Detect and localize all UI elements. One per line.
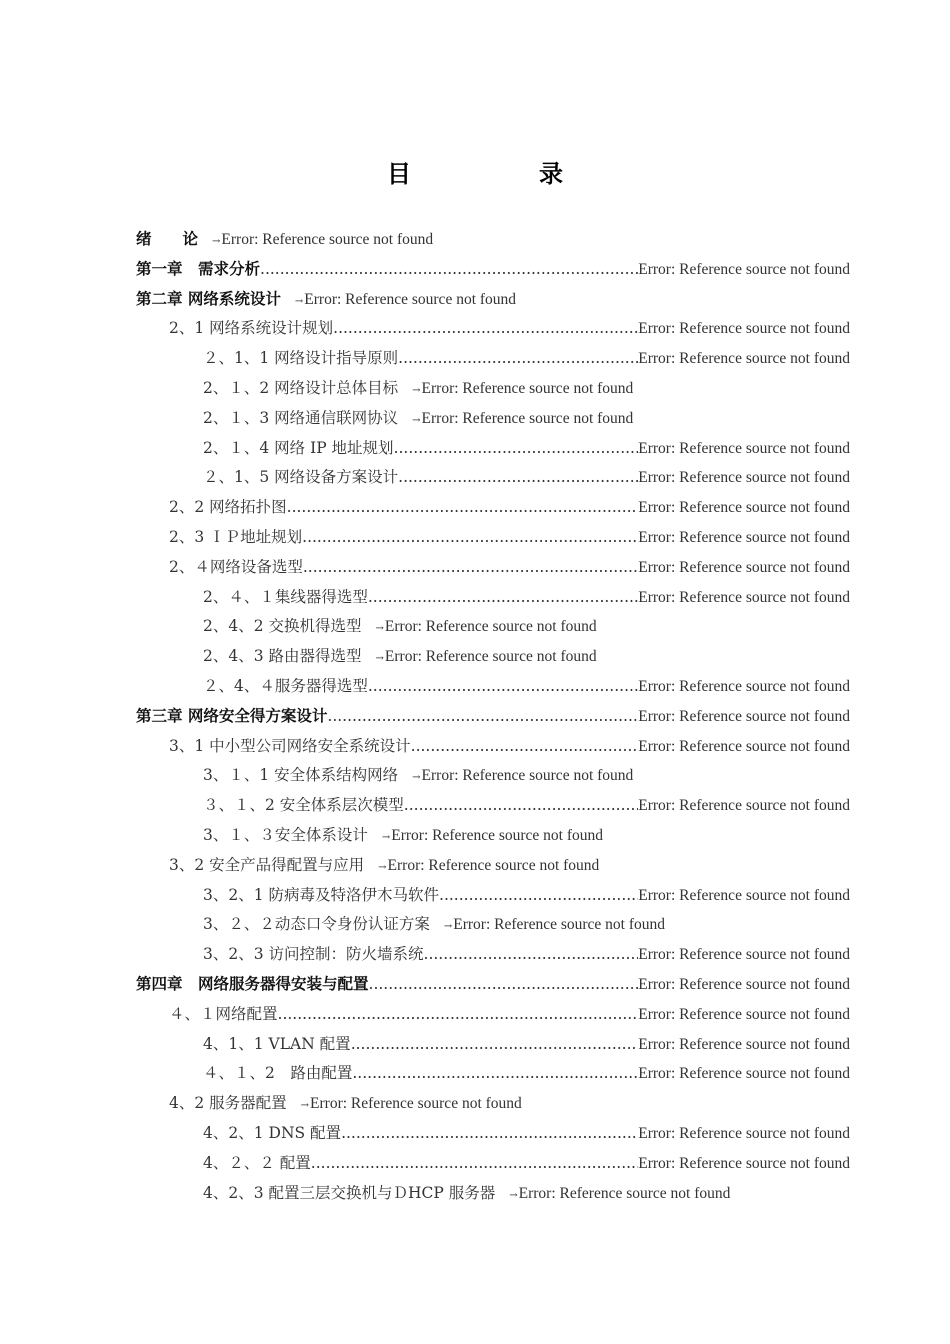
- toc-entry-page-ref: Error: Reference source not found: [638, 350, 850, 368]
- dot-leader: [411, 731, 639, 761]
- tab-arrow-icon: →: [375, 653, 384, 665]
- toc-entry[interactable]: [203, 462, 850, 492]
- toc-entry-label: 3、１、1 安全体系结构网络: [203, 766, 399, 785]
- tab-arrow-icon: →: [412, 414, 421, 426]
- tab-arrow-icon: →: [375, 623, 384, 635]
- toc-entry[interactable]: [203, 1178, 730, 1208]
- dot-leader: [302, 522, 638, 552]
- dot-leader: [278, 999, 639, 1029]
- toc-entry-page-ref: Error: Reference source not found: [384, 618, 597, 636]
- toc-entry-label: 2、4、2 交换机得选型: [203, 617, 362, 636]
- toc-entry-page-ref: Error: Reference source not found: [638, 737, 850, 755]
- toc-entry-page-ref: Error: Reference source not found: [638, 946, 850, 964]
- toc-entry-page-ref: Error: Reference source not found: [638, 886, 850, 904]
- dot-leader: [303, 552, 638, 582]
- toc-entry-page-ref: Error: Reference source not found: [638, 678, 850, 695]
- toc-entry-label: 3、2、3 访问控制：防火墙系统: [203, 945, 424, 964]
- toc-entry-page-ref: Error: Reference source not found: [421, 380, 634, 397]
- toc-entry-label: 4、2、1 DNS 配置: [203, 1124, 342, 1142]
- toc-entry-page-ref: Error: Reference source not found: [453, 916, 666, 934]
- dot-leader: [351, 1029, 639, 1059]
- toc-entry-label: 2、3 ＩＰ地址规划: [169, 528, 303, 546]
- toc-entry-label: ４、１、2 路由配置: [203, 1064, 353, 1083]
- toc-entry-label: ２、4、４服务器得选型: [203, 677, 368, 695]
- tab-arrow-icon: →: [443, 921, 453, 933]
- toc-entry-page-ref: Error: Reference source not found: [638, 1005, 850, 1023]
- toc-entry-page-ref: Error: Reference source not found: [638, 707, 850, 725]
- toc-entry[interactable]: [203, 611, 597, 641]
- toc-entry-label: 4、2 服务器配置: [169, 1094, 287, 1113]
- toc-entry-page-ref: Error: Reference source not found: [638, 558, 850, 576]
- dot-leader: [424, 939, 639, 969]
- toc-entry[interactable]: [136, 701, 850, 731]
- toc-entry-label: 2、１、4 网络 IP 地址规划: [203, 438, 394, 457]
- toc-entry-label: 2、2 网络拓扑图: [169, 498, 287, 517]
- toc-entry-label: 4、2、3 配置三层交换机与ＤHCP 服务器: [203, 1183, 496, 1202]
- tab-arrow-icon: →: [294, 295, 304, 307]
- toc-entry[interactable]: [203, 1058, 850, 1088]
- tab-arrow-icon: →: [300, 1100, 310, 1112]
- dot-leader: [368, 582, 638, 612]
- toc-entry-label: ３、１、2 安全体系层次模型: [203, 796, 404, 815]
- toc-entry-page-ref: Error: Reference source not found: [310, 1095, 522, 1113]
- dot-leader: [369, 969, 639, 999]
- toc-entry-page-ref: Error: Reference source not found: [638, 1065, 850, 1083]
- toc-entry[interactable]: [203, 880, 850, 910]
- toc-entry[interactable]: [169, 1088, 522, 1118]
- toc-entry[interactable]: [203, 790, 850, 820]
- toc-entry-page-ref: Error: Reference source not found: [638, 1154, 850, 1172]
- toc-entry-page-ref: Error: Reference source not found: [638, 1125, 850, 1142]
- toc-entry-label: 3、２、２动态口令身份认证方案: [203, 915, 430, 934]
- tab-arrow-icon: →: [509, 1189, 518, 1201]
- tab-arrow-icon: →: [378, 861, 387, 873]
- toc-entry[interactable]: [203, 343, 850, 373]
- dot-leader: [341, 1118, 638, 1148]
- toc-entry-label: 2、１、2 网络设计总体目标: [203, 379, 399, 397]
- dot-leader: [352, 1058, 638, 1088]
- toc-entry-page-ref: Error: Reference source not found: [387, 856, 600, 874]
- toc-entry-page-ref: Error: Reference source not found: [638, 499, 850, 517]
- dot-leader: [439, 880, 638, 910]
- dot-leader: [398, 343, 638, 373]
- toc-entry-page-ref: Error: Reference source not found: [638, 469, 850, 487]
- toc-entry[interactable]: [203, 1029, 850, 1059]
- toc-entry[interactable]: [203, 641, 597, 671]
- dot-leader: [311, 1148, 638, 1178]
- dot-leader: [287, 492, 639, 522]
- toc-entry-label: 3、1 中小型公司网络安全系统设计: [169, 736, 411, 755]
- toc-entry-page-ref: Error: Reference source not found: [638, 320, 850, 338]
- toc-entry[interactable]: [203, 1118, 850, 1148]
- toc-entry[interactable]: [203, 671, 850, 701]
- toc-entry[interactable]: [203, 403, 633, 433]
- toc-entry-label: ２、1、5 网络设备方案设计: [203, 468, 399, 487]
- toc-entry-page-ref: Error: Reference source not found: [518, 1184, 731, 1202]
- toc-entry-page-ref: Error: Reference source not found: [638, 797, 850, 815]
- toc-entry[interactable]: [203, 909, 665, 939]
- toc-entry-label: 绪 论: [136, 229, 199, 248]
- toc-entry-label: 第二章 网络系统设计: [136, 288, 281, 308]
- toc-entry-page-ref: Error: Reference source not found: [421, 767, 634, 785]
- toc-entry[interactable]: [203, 373, 633, 403]
- tab-arrow-icon: →: [212, 236, 221, 247]
- toc-entry-label: 4、1、1 VLAN 配置: [203, 1034, 351, 1053]
- toc-entry-page-ref: Error: Reference source not found: [391, 827, 604, 844]
- dot-leader: [398, 462, 638, 492]
- dot-leader: [404, 790, 638, 820]
- toc-entry-label: 2、４、１集线器得选型: [203, 587, 368, 606]
- toc-entry-page-ref: Error: Reference source not found: [304, 290, 517, 308]
- dot-leader: [327, 701, 638, 731]
- toc-entry-label: 3、2 安全产品得配置与应用: [169, 855, 365, 874]
- dot-leader: [333, 313, 638, 343]
- toc-entry[interactable]: [169, 492, 850, 522]
- toc-entry[interactable]: [203, 760, 633, 790]
- toc-entry[interactable]: [169, 731, 850, 761]
- toc-entry-label: 2、4、3 路由器得选型: [203, 647, 362, 666]
- toc-entry[interactable]: [203, 433, 850, 463]
- dot-leader: [394, 433, 639, 463]
- toc-entry-page-ref: Error: Reference source not found: [638, 260, 850, 278]
- toc-entry[interactable]: [203, 1148, 850, 1178]
- toc-entry[interactable]: [169, 552, 850, 582]
- toc-entry-page-ref: Error: Reference source not found: [421, 409, 634, 427]
- toc-entry-label: 第三章 网络安全得方案设计: [136, 705, 328, 725]
- toc-entry[interactable]: [136, 254, 850, 284]
- toc-entry-page-ref: Error: Reference source not found: [638, 588, 850, 606]
- toc-entry[interactable]: [169, 850, 599, 880]
- dot-leader: [368, 671, 638, 701]
- toc-entry[interactable]: [136, 224, 433, 254]
- toc-entry-page-ref: Error: Reference source not found: [638, 976, 850, 993]
- toc-entry-page-ref: Error: Reference source not found: [384, 648, 597, 666]
- toc-entry-label: 4、２、２ 配置: [203, 1153, 311, 1172]
- toc-entry-label: ４、１网络配置: [169, 1004, 278, 1023]
- dot-leader: [260, 254, 638, 284]
- toc-entry[interactable]: [136, 969, 850, 999]
- toc-entry-page-ref: Error: Reference source not found: [638, 1035, 850, 1053]
- toc-entry[interactable]: [203, 939, 850, 969]
- toc-entry-label: 2、1 网络系统设计规划: [169, 319, 334, 338]
- toc-entry-label: ２、1、1 网络设计指导原则: [203, 349, 399, 368]
- toc-entry[interactable]: [169, 522, 850, 552]
- toc-entry-page-ref: Error: Reference source not found: [638, 529, 850, 546]
- toc-entry[interactable]: [169, 999, 850, 1029]
- toc-entry[interactable]: [203, 582, 850, 612]
- toc-entry[interactable]: [203, 820, 603, 850]
- toc-entry-label: 3、2、1 防病毒及特洛伊木马软件: [203, 885, 440, 904]
- toc-entry-label: 2、４网络设备选型: [169, 557, 303, 576]
- toc-entry-label: 2、１、3 网络通信联网协议: [203, 408, 399, 427]
- toc-entry-label: 3、１、３安全体系设计: [203, 826, 368, 844]
- toc-entry[interactable]: [136, 284, 516, 314]
- toc-entry-label: 第四章 网络服务器得安装与配置: [136, 974, 369, 993]
- tab-arrow-icon: →: [381, 832, 391, 843]
- tab-arrow-icon: →: [412, 772, 421, 784]
- toc-entry[interactable]: [169, 313, 850, 343]
- toc-entry-page-ref: Error: Reference source not found: [638, 439, 850, 457]
- toc-entry-page-ref: Error: Reference source not found: [221, 231, 434, 248]
- page-title: 目 录: [387, 159, 615, 188]
- tab-arrow-icon: →: [412, 385, 421, 396]
- toc-entry-label: 第一章 需求分析: [136, 258, 261, 278]
